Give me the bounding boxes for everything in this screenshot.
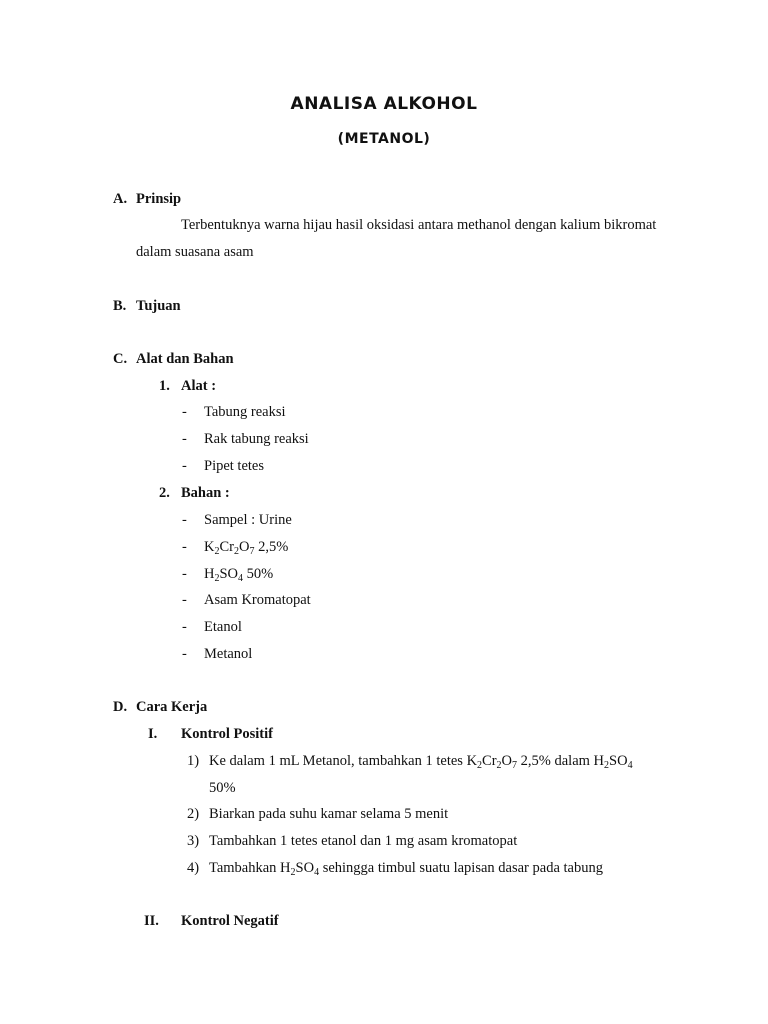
step-number: 3) bbox=[187, 833, 200, 849]
formula-rest: 50% bbox=[243, 566, 274, 582]
formula-subscript: 4 bbox=[627, 760, 633, 771]
step-text-part: Tambahkan H bbox=[209, 860, 291, 876]
formula-part: O bbox=[501, 753, 513, 769]
formula-subscript: 4 bbox=[238, 573, 244, 584]
section-c-heading: Alat dan Bahan bbox=[136, 351, 234, 367]
list-dash: - bbox=[182, 512, 187, 528]
kontrol-positif-marker: I. bbox=[148, 726, 158, 742]
bahan-marker: 2. bbox=[159, 485, 170, 501]
formula-subscript: 7 bbox=[249, 546, 255, 557]
section-b-heading: Tujuan bbox=[136, 298, 181, 314]
formula-part: SO bbox=[609, 753, 628, 769]
list-dash: - bbox=[182, 646, 187, 662]
bahan-item: Etanol bbox=[204, 619, 242, 635]
document-title: ANALISA ALKOHOL bbox=[290, 94, 478, 114]
formula-subscript: 2 bbox=[604, 760, 610, 771]
prinsip-text-line1: Terbentuknya warna hijau hasil oksidasi antara methanol dengan kalium bikromat bbox=[181, 217, 657, 233]
section-d-heading: Cara Kerja bbox=[136, 699, 208, 715]
list-dash: - bbox=[182, 566, 187, 582]
step-2-text: Biarkan pada suhu kamar selama 5 menit bbox=[209, 806, 449, 822]
list-dash: - bbox=[182, 404, 187, 420]
section-d-marker: D. bbox=[113, 699, 128, 715]
formula-subscript: 2 bbox=[496, 760, 502, 771]
formula-subscript: 4 bbox=[314, 867, 320, 878]
formula-part: SO bbox=[219, 566, 239, 582]
list-dash: - bbox=[182, 539, 187, 555]
step-4-text bbox=[209, 861, 603, 876]
step-1-text bbox=[209, 754, 633, 769]
formula-subscript: 2 bbox=[290, 867, 296, 878]
list-dash: - bbox=[182, 619, 187, 635]
formula-rest: 2,5% bbox=[254, 539, 289, 555]
step-number: 2) bbox=[187, 806, 200, 822]
formula-subscript: 2 bbox=[477, 760, 483, 771]
formula-part: H bbox=[204, 566, 215, 582]
kontrol-negatif-marker: II. bbox=[144, 913, 159, 929]
bahan-item-sampel: Sampel : Urine bbox=[204, 512, 292, 528]
formula-subscript: 7 bbox=[512, 760, 518, 771]
alat-marker: 1. bbox=[159, 378, 170, 394]
kontrol-positif-heading: Kontrol Positif bbox=[181, 726, 273, 742]
bahan-heading: Bahan : bbox=[181, 485, 230, 501]
alat-item: Tabung reaksi bbox=[204, 404, 286, 420]
bahan-item: Asam Kromatopat bbox=[204, 592, 311, 608]
step-1-continuation: 50% bbox=[209, 780, 236, 796]
formula-part: O bbox=[238, 539, 250, 555]
step-text-part: Ke dalam 1 mL Metanol, tambahkan 1 tetes K bbox=[209, 753, 478, 769]
kontrol-negatif-heading: Kontrol Negatif bbox=[181, 913, 279, 929]
bahan-item-k2cr2o7 bbox=[204, 540, 288, 555]
step-text-part: 2,5% dalam H bbox=[517, 753, 605, 769]
step-number: 1) bbox=[187, 753, 200, 769]
bahan-item-h2so4 bbox=[204, 567, 273, 582]
bahan-item: Metanol bbox=[204, 646, 253, 662]
alat-item: Rak tabung reaksi bbox=[204, 431, 309, 447]
formula-part: SO bbox=[295, 860, 315, 876]
document-subtitle: (METANOL) bbox=[337, 131, 431, 147]
formula-part: Cr bbox=[219, 539, 234, 555]
alat-item: Pipet tetes bbox=[204, 458, 265, 474]
section-b-marker: B. bbox=[113, 298, 127, 314]
step-3-text: Tambahkan 1 tetes etanol dan 1 mg asam kromatopat bbox=[209, 833, 518, 849]
formula-subscript: 2 bbox=[233, 546, 239, 557]
list-dash: - bbox=[182, 431, 187, 447]
prinsip-text-line2: dalam suasana asam bbox=[136, 244, 254, 260]
formula-subscript: 2 bbox=[214, 546, 220, 557]
section-c-marker: C. bbox=[113, 351, 128, 367]
step-number: 4) bbox=[187, 860, 200, 876]
alat-heading: Alat : bbox=[181, 378, 217, 394]
list-dash: - bbox=[182, 592, 187, 608]
formula-part: K bbox=[204, 539, 215, 555]
list-dash: - bbox=[182, 458, 187, 474]
formula-subscript: 2 bbox=[214, 573, 220, 584]
section-a-heading: Prinsip bbox=[136, 191, 182, 207]
step-text-part: sehingga timbul suatu lapisan dasar pada tabung bbox=[319, 860, 603, 876]
section-a-marker: A. bbox=[113, 191, 128, 207]
formula-part: Cr bbox=[482, 753, 497, 769]
